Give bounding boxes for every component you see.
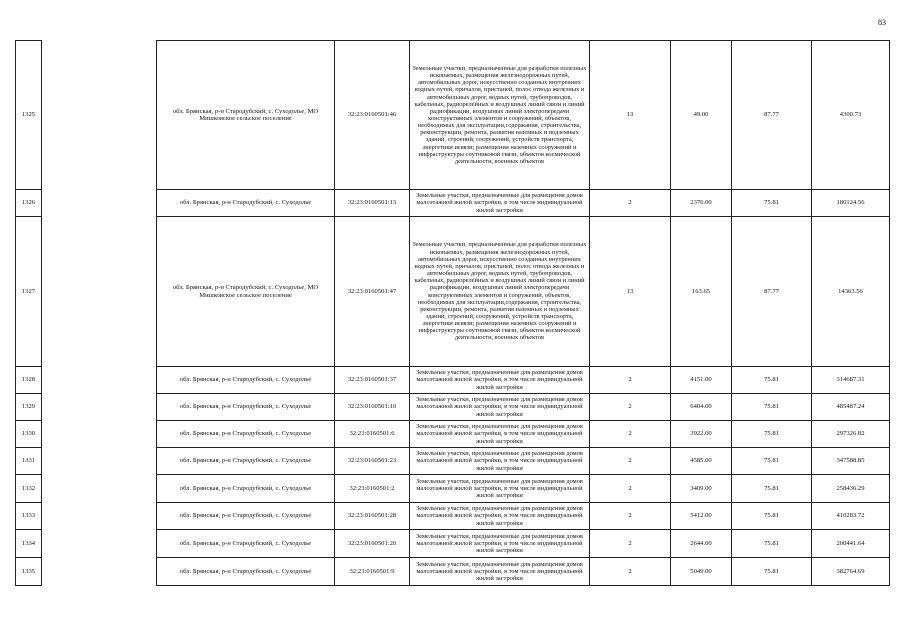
table-row [16, 367, 890, 394]
address-cell: обл. Брянская, р-н Стародубский, с. Суходолье [157, 530, 335, 558]
purpose-code-cell: 2 [590, 367, 671, 394]
cadastral-number-cell: 32:23:0160501:23 [335, 448, 410, 475]
purpose-code-cell: 2 [590, 421, 671, 448]
rate-cell: 75.81 [732, 503, 812, 530]
cadastral-number-cell: 32:23:0160501:37 [335, 367, 410, 394]
cadastral-number-cell: 32:23:0160501:28 [335, 503, 410, 530]
table-row [16, 475, 890, 503]
area-cell: 163.65 [671, 217, 732, 367]
row-number: 1327 [16, 217, 42, 367]
cadastral-value-cell: 4300.73 [812, 41, 890, 190]
area-cell: 5049.00 [671, 558, 732, 586]
land-purpose-cell: Земельные участки, предназначенные для размещения домов малоэтажной жилой застройки, в том числе индивидуальной жилой застройки [410, 475, 590, 503]
cadastral-value-cell: 14363.56 [812, 217, 890, 367]
row-number: 1333 [16, 503, 42, 530]
page-number: 83 [878, 18, 886, 27]
purpose-code-cell: 13 [590, 217, 671, 367]
row-number: 1331 [16, 448, 42, 475]
table-row [16, 421, 890, 448]
table-row [16, 558, 890, 586]
blank-cell [42, 394, 157, 421]
purpose-code-cell: 2 [590, 558, 671, 586]
blank-cell [42, 421, 157, 448]
area-cell: 5412.00 [671, 503, 732, 530]
address-cell: обл. Брянская, р-н Стародубский, с. Суходолье [157, 475, 335, 503]
rate-cell: 87.77 [732, 217, 812, 367]
purpose-code-cell: 2 [590, 394, 671, 421]
address-cell: обл. Брянская, р-н Стародубский, с. Суходолье [157, 190, 335, 217]
area-cell: 4585.00 [671, 448, 732, 475]
rate-cell: 87.77 [732, 41, 812, 190]
area-cell: 6404.00 [671, 394, 732, 421]
rate-cell: 75.81 [732, 394, 812, 421]
cadastral-value-cell: 485487.24 [812, 394, 890, 421]
area-cell: 49.00 [671, 41, 732, 190]
cadastral-number-cell: 32:23:0160501:6 [335, 421, 410, 448]
purpose-code-cell: 2 [590, 530, 671, 558]
cadastral-number-cell: 32:23:0160501:47 [335, 217, 410, 367]
cadastral-value-table [15, 40, 890, 586]
row-number: 1326 [16, 190, 42, 217]
land-purpose-cell: Земельные участки, предназначенные для разработки полезных ископаемых, размещения железнодорожных путей, автомобильных дорог, искусственно созданных внутренних водных путей, причалов, пристаней, полос отвода железных и автомобильных дорог, водных путей, трубопроводов, кабельных, радиорелейных и воздушных линий связи и линий радиофикации, воздушных линий электропередачи конструктивных элементов и сооружений, объектов, необходимых для эксплуатации,содержания, строительства, реконструкции, ремонта, развития наземных и подземных зданий, строений, сооружений, устройств транспорта, энергетики исвязи; размещения наземных сооружений и инфраструктуры спутниковой связи, объектов космической деятельности, военных объектов [410, 41, 590, 190]
purpose-code-cell: 13 [590, 41, 671, 190]
address-cell: обл. Брянская, р-н Стародубский, с. Суходолье, МО Мишковское сельское поселение [157, 41, 335, 190]
cadastral-value-cell: 200441.64 [812, 530, 890, 558]
cadastral-value-cell: 258436.29 [812, 475, 890, 503]
address-cell: обл. Брянская, р-н Стародубский, с. Суходолье [157, 367, 335, 394]
table-row [16, 394, 890, 421]
blank-cell [42, 448, 157, 475]
blank-cell [42, 503, 157, 530]
blank-cell [42, 475, 157, 503]
cadastral-value-cell: 410283.72 [812, 503, 890, 530]
rate-cell: 75.81 [732, 530, 812, 558]
row-number: 1329 [16, 394, 42, 421]
rate-cell: 75.81 [732, 448, 812, 475]
address-cell: обл. Брянская, р-н Стародубский, с. Суходолье, МО Мишковское сельское поселение [157, 217, 335, 367]
address-cell: обл. Брянская, р-н Стародубский, с. Суходолье [157, 448, 335, 475]
row-number: 1330 [16, 421, 42, 448]
table-row [16, 190, 890, 217]
row-number: 1335 [16, 558, 42, 586]
cadastral-number-cell: 32:23:0160501:9 [335, 558, 410, 586]
cadastral-number-cell: 32:23:0160501:20 [335, 530, 410, 558]
cadastral-value-cell: 347588.85 [812, 448, 890, 475]
cadastral-number-cell: 32:23:0160501:2 [335, 475, 410, 503]
rate-cell: 75.81 [732, 190, 812, 217]
land-purpose-cell: Земельные участки, предназначенные для размещения домов малоэтажной жилой застройки, в том числе индивидуальной жилой застройки [410, 448, 590, 475]
row-number: 1332 [16, 475, 42, 503]
row-number: 1325 [16, 41, 42, 190]
blank-cell [42, 367, 157, 394]
cadastral-value-cell: 314687.31 [812, 367, 890, 394]
land-purpose-cell: Земельные участки, предназначенные для размещения домов малоэтажной жилой застройки, в том числе индивидуальной жилой застройки [410, 394, 590, 421]
land-purpose-cell: Земельные участки, предназначенные для размещения домов малоэтажной жилой застройки, в том числе индивидуальной жилой застройки [410, 421, 590, 448]
land-purpose-cell: Земельные участки, предназначенные для размещения домов малоэтажной жилой застройки, в том числе индивидуальной жилой застройки [410, 530, 590, 558]
blank-cell [42, 190, 157, 217]
purpose-code-cell: 2 [590, 448, 671, 475]
area-cell: 2644.00 [671, 530, 732, 558]
row-number: 1328 [16, 367, 42, 394]
rate-cell: 75.81 [732, 475, 812, 503]
blank-cell [42, 558, 157, 586]
rate-cell: 75.81 [732, 367, 812, 394]
land-purpose-cell: Земельные участки, предназначенные для размещения домов малоэтажной жилой застройки, в том числе индивидуальной жилой застройки [410, 558, 590, 586]
land-purpose-cell: Земельные участки, предназначенные для размещения домов малоэтажной жилой застройки, в том числе индивидуальной жилой застройки [410, 367, 590, 394]
table-row [16, 448, 890, 475]
address-cell: обл. Брянская, р-н Стародубский, с. Суходолье [157, 503, 335, 530]
table-row [16, 41, 890, 190]
area-cell: 4151.00 [671, 367, 732, 394]
row-number: 1334 [16, 530, 42, 558]
blank-cell [42, 217, 157, 367]
land-purpose-cell: Земельные участки, предназначенные для размещения домов малоэтажной жилой застройки, в том числе индивидуальной жилой застройки [410, 503, 590, 530]
cadastral-value-cell: 382764.69 [812, 558, 890, 586]
cadastral-number-cell: 32:23:0160501:10 [335, 394, 410, 421]
cadastral-number-cell: 32:23:0160501:46 [335, 41, 410, 190]
address-cell: обл. Брянская, р-н Стародубский, с. Суходолье [157, 394, 335, 421]
area-cell: 3922.00 [671, 421, 732, 448]
address-cell: обл. Брянская, р-н Стародубский, с. Суходолье [157, 421, 335, 448]
land-purpose-cell: Земельные участки, предназначенные для размещения домов малоэтажной жилой застройки, в том числе индивидуальной жилой застройки [410, 190, 590, 217]
area-cell: 2376.00 [671, 190, 732, 217]
rate-cell: 75.81 [732, 558, 812, 586]
blank-cell [42, 41, 157, 190]
purpose-code-cell: 2 [590, 475, 671, 503]
purpose-code-cell: 2 [590, 503, 671, 530]
table-row [16, 217, 890, 367]
rate-cell: 75.81 [732, 421, 812, 448]
table-row [16, 503, 890, 530]
table-row [16, 530, 890, 558]
cadastral-value-cell: 297326.82 [812, 421, 890, 448]
purpose-code-cell: 2 [590, 190, 671, 217]
blank-cell [42, 530, 157, 558]
area-cell: 3409.00 [671, 475, 732, 503]
cadastral-number-cell: 32:23:0160501:13 [335, 190, 410, 217]
address-cell: обл. Брянская, р-н Стародубский, с. Суходолье [157, 558, 335, 586]
land-purpose-cell: Земельные участки, предназначенные для разработки полезных ископаемых, размещения железнодорожных путей, автомобильных дорог, искусственно созданных внутренних водных путей, причалов, пристаней, полос отвода железных и автомобильных дорог, водных путей, трубопроводов, кабельных, радиорелейных и воздушных линий связи и линий радиофикации, воздушных линий электропередачи конструктивных элементов и сооружений, объектов, необходимых для эксплуатации,содержания, строительства, реконструкции, ремонта, развития наземных и подземных зданий, строений, сооружений, устройств транспорта, энергетики исвязи; размещения наземных сооружений и инфраструктуры спутниковой связи, объектов космической деятельности, военных объектов [410, 217, 590, 367]
cadastral-value-cell: 180124.56 [812, 190, 890, 217]
